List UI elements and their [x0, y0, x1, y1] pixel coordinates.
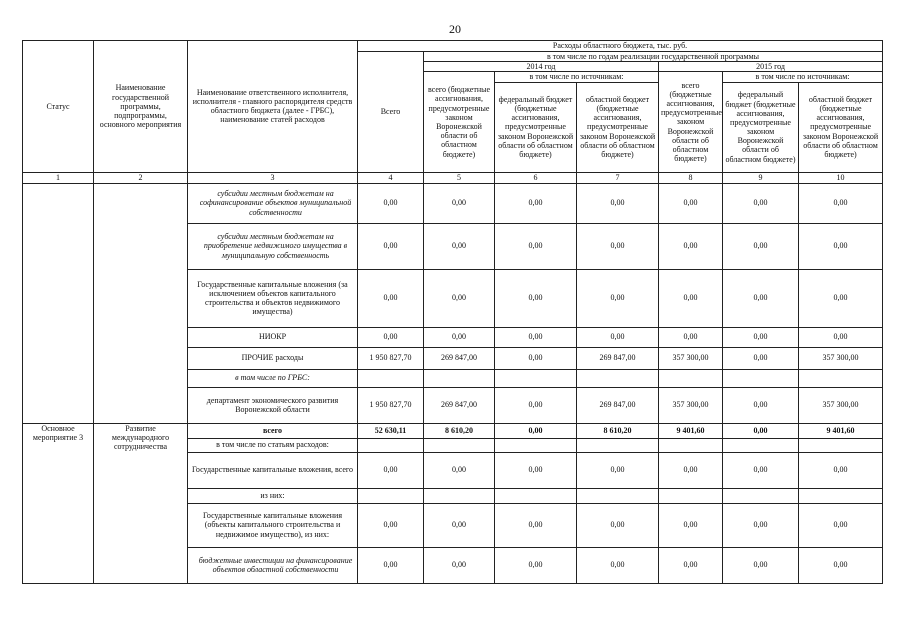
cell-status: [23, 183, 94, 423]
cell-value: [424, 438, 495, 452]
cell-value: 0,00: [424, 503, 495, 547]
cell-value: 0,00: [424, 269, 495, 327]
cell-value: 9 401,60: [799, 423, 883, 438]
cell-value: 0,00: [659, 269, 723, 327]
cell-status: Основное мероприятие 3: [23, 423, 94, 583]
cell-value: 8 610,20: [424, 423, 495, 438]
cell-value: 0,00: [659, 452, 723, 488]
cell-value: 0,00: [799, 503, 883, 547]
cell-value: 0,00: [723, 183, 799, 223]
cell-value: 0,00: [358, 223, 424, 269]
cell-value: 0,00: [799, 183, 883, 223]
cell-value: 269 847,00: [424, 347, 495, 369]
cell-value: 0,00: [424, 183, 495, 223]
cell-value: 0,00: [424, 223, 495, 269]
cell-value: 0,00: [723, 387, 799, 423]
header-year-2014: 2014 год: [424, 62, 659, 72]
cell-program: [94, 183, 188, 423]
cell-value: 0,00: [799, 452, 883, 488]
cell-value: 0,00: [358, 183, 424, 223]
cell-value: 0,00: [577, 452, 659, 488]
cell-value: 0,00: [659, 183, 723, 223]
header-year-2015: 2015 год: [659, 62, 883, 72]
cell-value: 0,00: [358, 269, 424, 327]
cell-value: 357 300,00: [659, 387, 723, 423]
column-number: 3: [188, 172, 358, 183]
cell-value: 0,00: [723, 347, 799, 369]
cell-value: 269 847,00: [577, 387, 659, 423]
header-by-sources-2015: в том числе по источникам:: [723, 72, 883, 82]
cell-value: 0,00: [799, 327, 883, 347]
table-row: [23, 423, 883, 438]
cell-value: 0,00: [495, 503, 577, 547]
cell-expense-name: Государственные капитальные вложения, всего: [188, 452, 358, 488]
header-total: Всего: [358, 52, 424, 173]
cell-value: 1 950 827,70: [358, 387, 424, 423]
cell-expense-name: субсидии местным бюджетам на софинансирование объектов муниципальной собственности: [188, 183, 358, 223]
cell-expense-name: субсидии местным бюджетам на приобретение недвижимого имущества в муниципальную собственность: [188, 223, 358, 269]
cell-value: 0,00: [358, 452, 424, 488]
header-regional-2014: областной бюджет (бюджетные ассигнования, предусмотренные законом Воронежской области об областном бюджете): [577, 82, 659, 172]
cell-value: 0,00: [723, 223, 799, 269]
column-number: 6: [495, 172, 577, 183]
header-federal-2014: федеральный бюджет (бюджетные ассигнования, предусмотренные законом Воронежской области об областном бюджете): [495, 82, 577, 172]
cell-value: [577, 488, 659, 503]
header-expenses-title: Расходы областного бюджета, тыс. руб.: [358, 41, 883, 52]
cell-value: 0,00: [495, 269, 577, 327]
cell-value: 357 300,00: [659, 347, 723, 369]
cell-value: [424, 488, 495, 503]
cell-value: 0,00: [659, 503, 723, 547]
cell-expense-name: всего: [188, 423, 358, 438]
cell-value: [577, 369, 659, 387]
cell-value: 357 300,00: [799, 347, 883, 369]
cell-value: 0,00: [659, 223, 723, 269]
cell-value: 0,00: [723, 423, 799, 438]
header-executor-name: Наименование ответственного исполнителя, исполнителя - главного распорядителя средств областного бюджета (далее - ГРБС), наименование статей расходов: [188, 41, 358, 173]
cell-value: [358, 438, 424, 452]
budget-table: [22, 40, 883, 584]
cell-value: 0,00: [495, 423, 577, 438]
cell-value: 0,00: [495, 327, 577, 347]
cell-expense-name: бюджетные инвестиции на финансирование объектов областной собственности: [188, 547, 358, 583]
cell-value: [799, 438, 883, 452]
header-program-name: Наименование государственной программы, подпрограммы, основного мероприятия: [94, 41, 188, 173]
cell-value: 0,00: [495, 547, 577, 583]
cell-expense-name: в том числе по статьям расходов:: [188, 438, 358, 452]
cell-value: 9 401,60: [659, 423, 723, 438]
cell-value: 0,00: [577, 269, 659, 327]
cell-value: 0,00: [577, 183, 659, 223]
cell-expense-name: Государственные капитальные вложения (объекты капитального строительства и недвижимое имущество), из них:: [188, 503, 358, 547]
cell-value: 0,00: [495, 452, 577, 488]
cell-value: 0,00: [723, 327, 799, 347]
cell-value: 269 847,00: [577, 347, 659, 369]
cell-value: 1 950 827,70: [358, 347, 424, 369]
cell-value: [659, 438, 723, 452]
cell-value: 0,00: [495, 223, 577, 269]
column-number: 10: [799, 172, 883, 183]
cell-value: [495, 488, 577, 503]
column-numbers-row: [23, 172, 883, 183]
cell-value: 0,00: [799, 547, 883, 583]
cell-value: 0,00: [723, 269, 799, 327]
cell-value: [495, 369, 577, 387]
cell-expense-name: Государственные капитальные вложения (за исключением объектов капитального строительства и объектов недвижимого имущества): [188, 269, 358, 327]
cell-expense-name: департамент экономического развития Воронежской области: [188, 387, 358, 423]
column-number: 5: [424, 172, 495, 183]
cell-value: [723, 438, 799, 452]
cell-value: 0,00: [577, 547, 659, 583]
cell-expense-name: НИОКР: [188, 327, 358, 347]
cell-value: 0,00: [723, 503, 799, 547]
cell-value: 0,00: [495, 387, 577, 423]
cell-value: [358, 488, 424, 503]
header-regional-2015: областной бюджет (бюджетные ассигнования, предусмотренные законом Воронежской области об областном бюджете): [799, 82, 883, 172]
cell-value: 0,00: [577, 327, 659, 347]
cell-expense-name: из них:: [188, 488, 358, 503]
cell-expense-name: в том числе по ГРБС:: [188, 369, 358, 387]
header-status: Статус: [23, 41, 94, 173]
cell-value: [358, 369, 424, 387]
cell-value: 0,00: [659, 327, 723, 347]
column-number: 7: [577, 172, 659, 183]
cell-value: [659, 488, 723, 503]
cell-value: 0,00: [799, 269, 883, 327]
cell-value: 357 300,00: [799, 387, 883, 423]
cell-value: [577, 438, 659, 452]
column-number: 9: [723, 172, 799, 183]
header-total-law-2014: всего (бюджетные ассигнования, предусмотренные законом Воронежской области об областном бюджете): [424, 72, 495, 172]
cell-expense-name: ПРОЧИЕ расходы: [188, 347, 358, 369]
cell-value: 269 847,00: [424, 387, 495, 423]
page-number: 20: [449, 22, 461, 36]
cell-value: 0,00: [577, 223, 659, 269]
cell-value: 0,00: [424, 452, 495, 488]
cell-value: 0,00: [495, 183, 577, 223]
cell-value: 0,00: [424, 327, 495, 347]
column-number: 4: [358, 172, 424, 183]
cell-value: [723, 369, 799, 387]
cell-value: 0,00: [424, 547, 495, 583]
cell-value: [799, 369, 883, 387]
header-total-law-2015: всего (бюджетные ассигнования, предусмотренные законом Воронежской области об областном бюджете): [659, 72, 723, 172]
cell-value: 0,00: [577, 503, 659, 547]
cell-value: 0,00: [358, 547, 424, 583]
cell-value: [424, 369, 495, 387]
column-number: 1: [23, 172, 94, 183]
table-row: [23, 183, 883, 223]
cell-value: 0,00: [723, 452, 799, 488]
cell-value: 0,00: [358, 327, 424, 347]
cell-value: [495, 438, 577, 452]
cell-value: 0,00: [358, 503, 424, 547]
cell-value: 0,00: [723, 547, 799, 583]
column-number: 2: [94, 172, 188, 183]
cell-value: [723, 488, 799, 503]
cell-value: 0,00: [659, 547, 723, 583]
column-number: 8: [659, 172, 723, 183]
cell-value: [659, 369, 723, 387]
cell-value: 52 630,11: [358, 423, 424, 438]
header-federal-2015: федеральный бюджет (бюджетные ассигнования, предусмотренные законом Воронежской области об областном бюджете): [723, 82, 799, 172]
cell-value: 0,00: [495, 347, 577, 369]
cell-value: 8 610,20: [577, 423, 659, 438]
cell-value: [799, 488, 883, 503]
header-by-sources-2014: в том числе по источникам:: [495, 72, 659, 82]
table-body: [23, 183, 883, 583]
cell-program: Развитие международного сотрудничества: [94, 423, 188, 583]
cell-value: 0,00: [799, 223, 883, 269]
header-by-years: в том числе по годам реализации государственной программы: [424, 52, 883, 62]
